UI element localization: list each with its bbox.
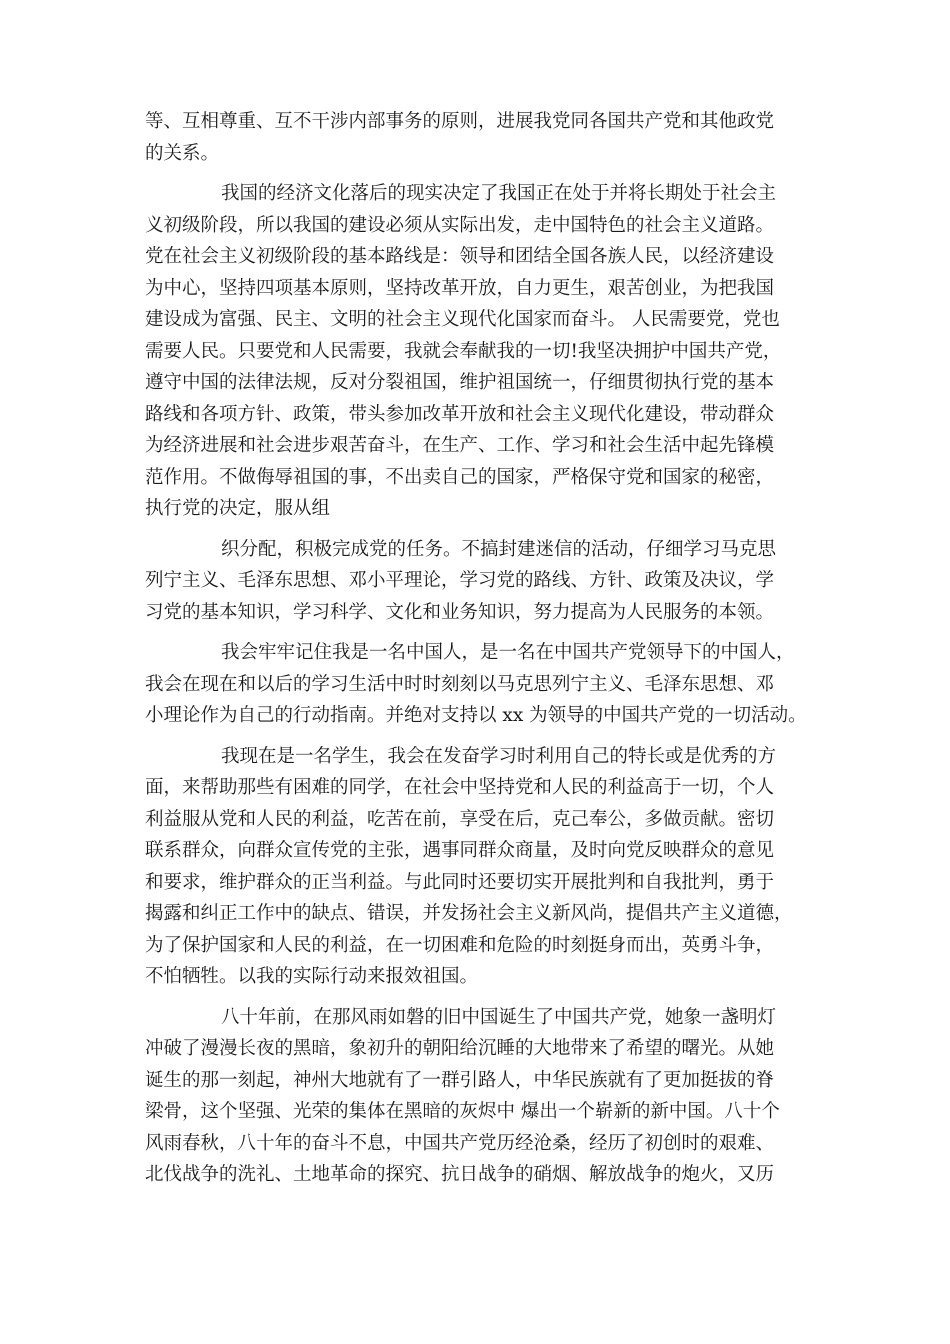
text-line: 利益服从党和人民的利益，吃苦在前，享受在后，克己奉公，多做贡献。密切 xyxy=(145,808,775,830)
text-line: 遵守中国的法律法规，反对分裂祖国，维护祖国统一，仔细贯彻执行党的基本 xyxy=(145,372,775,393)
text-line: 冲破了漫漫长夜的黑暗，象初升的朝阳给沉睡的大地带来了希望的曙光。从她 xyxy=(145,1038,775,1059)
text-line: 为中心，坚持四项基本原则，坚持改革开放，自力更生，艰苦创业，为把我国 xyxy=(145,277,775,299)
text-line: 我会在现在和以后的学习生活中时时刻刻以马克思列宁主义、毛泽东思想、邓 xyxy=(145,673,775,695)
text-line: 不怕牺牲。以我的实际行动来报效祖国。 xyxy=(145,966,479,987)
text-line: 北伐战争的洗礼、土地革命的探究、抗日战争的硝烟、解放战争的炮火，又历 xyxy=(145,1164,775,1185)
text-line: 我现在是一名学生，我会在发奋学习时利用自己的特长或是优秀的方 xyxy=(221,745,777,767)
text-line: 面，来帮助那些有困难的同学，在社会中坚持党和人民的利益高于一切，个人 xyxy=(145,777,775,798)
paragraph-3 xyxy=(145,534,815,629)
text-line: 揭露和纠正工作中的缺点、错误，并发扬社会主义新风尚，提倡共产主义道德， xyxy=(145,903,793,924)
text-line: 和要求，维护群众的正当利益。与此同时还要切实开展批判和自我批判，勇于 xyxy=(145,871,775,893)
paragraph-2 xyxy=(145,178,815,525)
text-line: 路线和各项方针、政策，带头参加改革开放和社会主义现代化建设，带动群众 xyxy=(145,403,775,425)
text-line: 等、互相尊重、互不干涉内部事务的原则，进展我党同各国共产党和其他政党 xyxy=(145,111,775,132)
text-line: 为经济进展和社会进步艰苦奋斗，在生产、工作、学习和社会生活中起先锋模 xyxy=(145,435,775,456)
text-line: 列宁主义、毛泽东思想、邓小平理论，学习党的路线、方针、政策及决议，学 xyxy=(145,570,775,591)
text-line: 义初级阶段，所以我国的建设必须从实际出发，走中国特色的社会主义道路。 xyxy=(145,214,775,236)
paragraph-5 xyxy=(145,741,815,993)
document-body xyxy=(145,106,815,1200)
text-line: 的关系。 xyxy=(145,142,220,164)
text-line: 梁骨，这个坚强、光荣的集体在黑暗的灰烬中 爆出一个崭新的新中国。八十个 xyxy=(145,1101,780,1122)
text-line: 诞生的那一刻起，神州大地就有了一群引路人，中华民族就有了更加挺拔的脊 xyxy=(145,1069,775,1091)
text-line: 执行党的决定，服从组 xyxy=(145,498,331,519)
text-line: 联系群众，向群众宣传党的主张，遇事同群众商量，及时向党反映群众的意见 xyxy=(145,840,775,861)
paragraph-1 xyxy=(145,106,815,169)
text-line: 我国的经济文化落后的现实决定了我国正在处于并将长期处于社会主 xyxy=(221,183,777,204)
text-line: 党在社会主义初级阶段的基本路线是：领导和团结全国各族人民，以经济建设 xyxy=(145,246,775,267)
text-line: 习党的基本知识，学习科学、文化和业务知识，努力提高为人民服务的本领。 xyxy=(145,601,775,623)
text-line: 风雨春秋，八十年的奋斗不息，中国共产党历经沧桑，经历了初创时的艰难、 xyxy=(145,1132,775,1154)
text-line: 范作用。不做侮辱祖国的事，不出卖自己的国家，严格保守党和国家的秘密， xyxy=(145,466,775,488)
text-line: 织分配，积极完成党的任务。不搞封建迷信的活动，仔细学习马克思 xyxy=(221,538,777,560)
text-line: 建设成为富强、民主、文明的社会主义现代化国家而奋斗。 人民需要党，党也 xyxy=(145,309,780,330)
text-line: 小理论作为自己的行动指南。并绝对支持以 xx 为领导的中国共产党的一切活动。 xyxy=(145,705,807,726)
text-line: 为了保护国家和人民的利益，在一切困难和危险的时刻挺身而出，英勇斗争， xyxy=(145,934,775,956)
text-line: 八十年前，在那风雨如磐的旧中国诞生了中国共产党，她象一盏明灯 xyxy=(221,1006,777,1028)
paragraph-4 xyxy=(145,637,815,732)
text-line: 需要人民。只要党和人民需要，我就会奉献我的一切!我坚决拥护中国共产党， xyxy=(145,340,782,362)
paragraph-6 xyxy=(145,1002,815,1191)
text-line: 我会牢牢记住我是一名中国人，是一名在中国共产党领导下的中国人， xyxy=(221,642,795,663)
